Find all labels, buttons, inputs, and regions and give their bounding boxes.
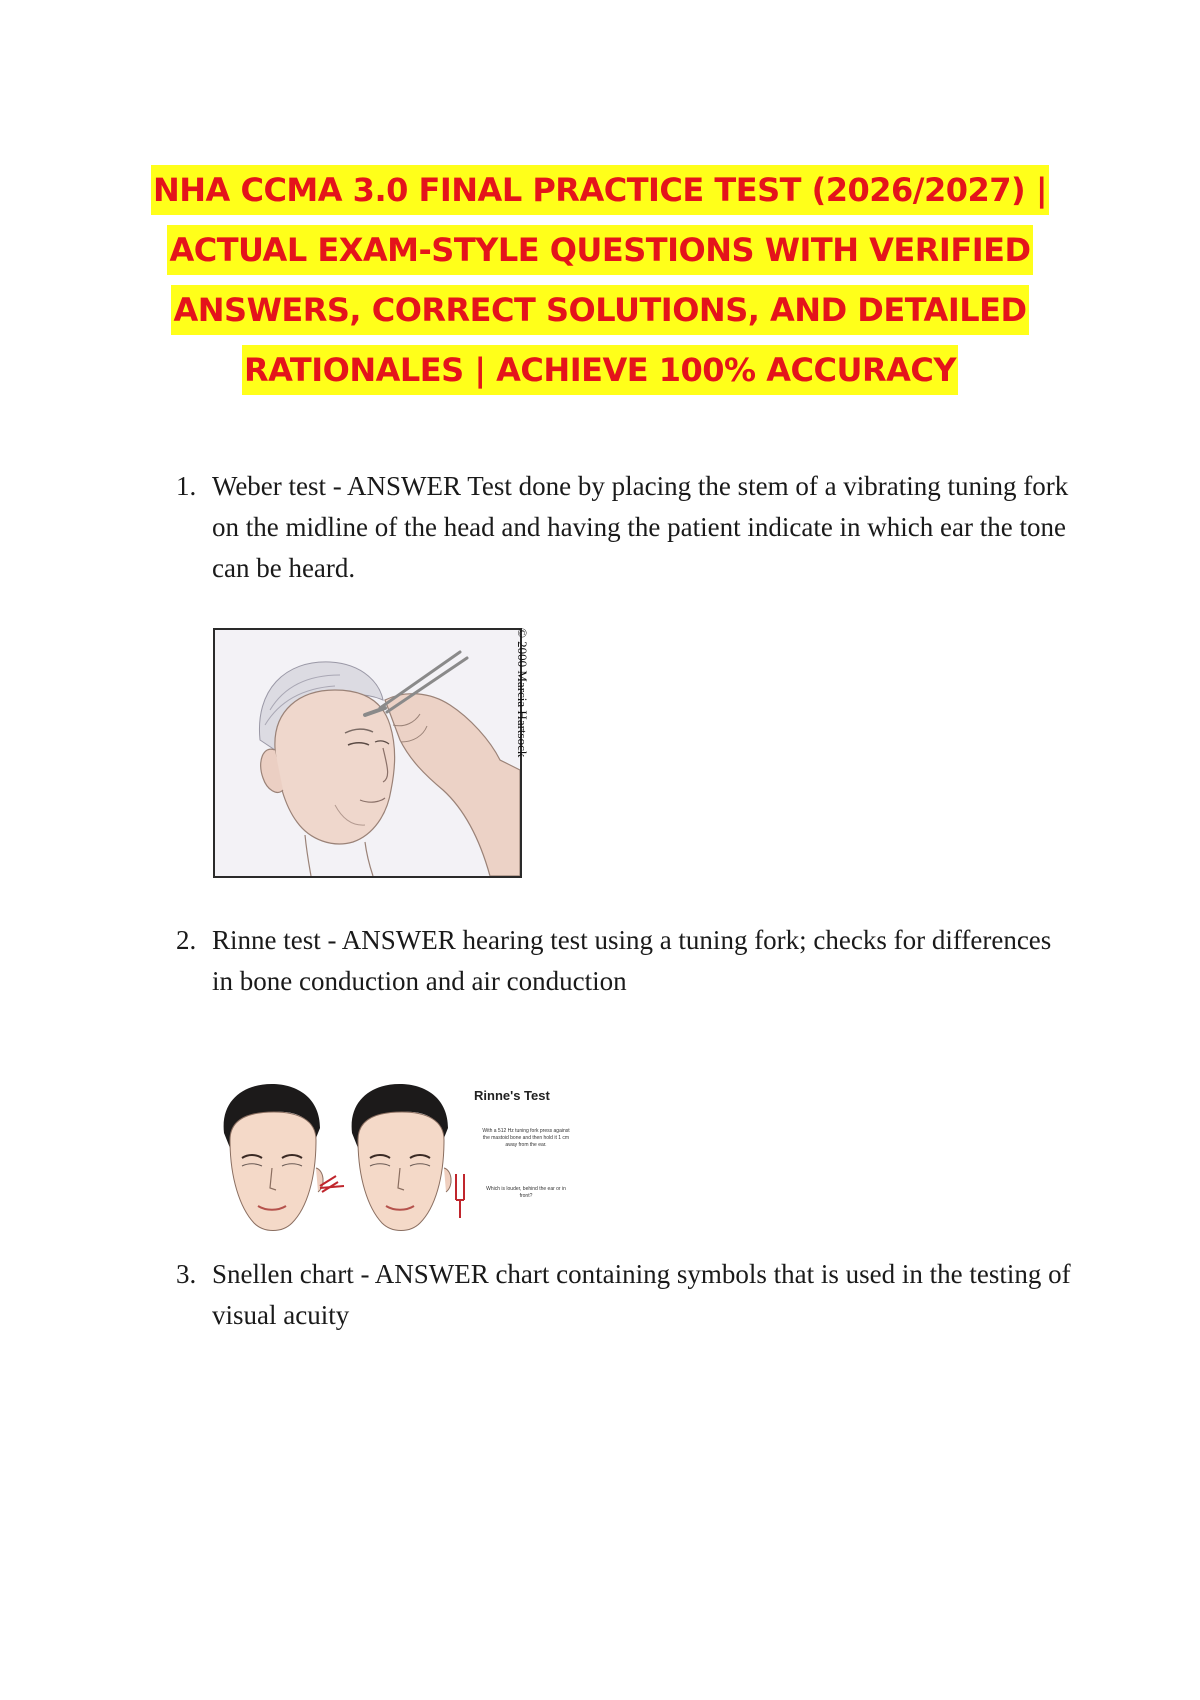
question-number: 3. (176, 1259, 197, 1289)
question-text: Rinne test - ANSWER hearing test using a tuning fork; checks for differences in bone conduction and air conduction (212, 925, 1052, 996)
rinne-figure-title: Rinne's Test (474, 1088, 550, 1103)
question-item (176, 466, 1076, 589)
question-number: 2. (176, 925, 197, 955)
question-text: Snellen chart - ANSWER chart containing symbols that is used in the testing of visual acuity (212, 1259, 1071, 1330)
weber-test-drawing (215, 630, 520, 876)
question-item (176, 1254, 1076, 1336)
illustration-credit: © 2000 Marcia Hartsock (515, 628, 530, 758)
rinne-test-illustration (212, 1078, 572, 1243)
rinne-figure-instruction: With a 512 Hz tuning fork press against the mastoid bone and then hold it 1 cm away from the ear. (482, 1128, 570, 1148)
document-title: NHA CCMA 3.0 FINAL PRACTICE TEST (2026/2027) | ACTUAL EXAM-STYLE QUESTIONS WITH VERIFIED ANSWERS, CORRECT SOLUTIONS, AND DETAILED RATIONALES | ACHIEVE 100% ACCURACY (140, 160, 1060, 400)
question-text: Weber test - ANSWER Test done by placing the stem of a vibrating tuning fork on the midline of the head and having the patient indicate in which ear the tone can be heard. (212, 471, 1069, 583)
question-item (176, 920, 1076, 1002)
weber-test-illustration (213, 628, 522, 878)
rinne-figure-question: Which is louder, behind the ear or in front? (486, 1186, 566, 1199)
question-number: 1. (176, 471, 197, 501)
rinne-test-drawing (212, 1078, 474, 1243)
